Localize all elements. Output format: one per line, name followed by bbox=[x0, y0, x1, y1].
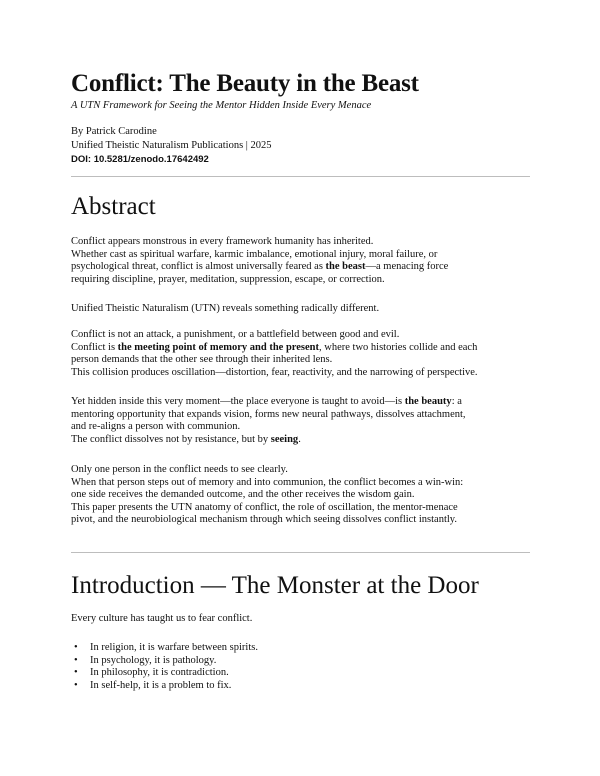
text-line: person demands that the other see through their inherited lens. bbox=[71, 354, 333, 366]
abstract-paragraph-3 bbox=[71, 329, 533, 379]
text-span: —a menacing force bbox=[365, 261, 449, 273]
text-line: one side receives the demanded outcome, and the other receives the wisdom gain. bbox=[71, 489, 415, 501]
list-item-text: In philosophy, it is contradiction. bbox=[90, 667, 229, 679]
list-item bbox=[71, 642, 258, 655]
doi-line: DOI: 10.5281/zenodo.17642492 bbox=[71, 154, 209, 165]
emphasis-seeing: seeing bbox=[270, 433, 299, 445]
introduction-bullet-list bbox=[71, 642, 258, 692]
text-span: Conflict is bbox=[71, 341, 118, 353]
text-line bbox=[71, 261, 533, 274]
text-line: pivot, and the neurobiological mechanism through which seeing dissolves conflict instantly. bbox=[71, 514, 457, 526]
text-line bbox=[71, 396, 533, 409]
text-span: Yet hidden inside this very moment—the place everyone is taught to avoid—is bbox=[71, 396, 405, 407]
abstract-heading: Abstract bbox=[71, 193, 156, 220]
list-item bbox=[71, 655, 258, 668]
bullet-icon: • bbox=[74, 667, 78, 679]
text-line bbox=[71, 434, 533, 447]
text-line: This paper presents the UTN anatomy of conflict, the role of oscillation, the mentor-menace bbox=[71, 501, 458, 513]
publisher-line: Unified Theistic Naturalism Publications | 2025 bbox=[71, 140, 272, 151]
divider-bottom bbox=[71, 552, 530, 553]
text-span: psychological threat, conflict is almost universally feared as bbox=[71, 261, 326, 273]
abstract-paragraph-4 bbox=[71, 396, 533, 446]
paper-title: Conflict: The Beauty in the Beast bbox=[71, 70, 419, 97]
abstract-paragraph-1 bbox=[71, 236, 533, 286]
list-item bbox=[71, 667, 258, 680]
introduction-heading: Introduction — The Monster at the Door bbox=[71, 572, 479, 599]
text-span: . bbox=[298, 433, 301, 445]
text-line bbox=[71, 342, 533, 355]
bullet-icon: • bbox=[74, 642, 78, 653]
text-line: Conflict is not an attack, a punishment, or a battlefield between good and evil. bbox=[71, 329, 400, 340]
text-line: and re-aligns a person with communion. bbox=[71, 421, 241, 433]
text-line: Conflict appears monstrous in every framework humanity has inherited. bbox=[71, 236, 374, 247]
text-line: Whether cast as spiritual warfare, karmic imbalance, emotional injury, moral failure, or bbox=[71, 248, 438, 260]
text-line: Every culture has taught us to fear conflict. bbox=[71, 613, 253, 624]
bullet-icon: • bbox=[74, 654, 78, 666]
list-item-text: In religion, it is warfare between spirits. bbox=[90, 642, 258, 653]
author-line: By Patrick Carodine bbox=[71, 126, 157, 137]
text-line: This collision produces oscillation—distortion, fear, reactivity, and the narrowing of perspective. bbox=[71, 366, 478, 378]
bullet-icon: • bbox=[74, 679, 78, 691]
emphasis-meeting-point: the meeting point of memory and the present bbox=[117, 341, 319, 353]
emphasis-the-beast: the beast bbox=[325, 261, 366, 273]
text-line: mentoring opportunity that expands vision, forms new neural pathways, dissolves attachment, bbox=[71, 408, 466, 420]
text-span: : a bbox=[451, 396, 462, 407]
list-item bbox=[71, 680, 258, 693]
text-line: Unified Theistic Naturalism (UTN) reveals something radically different. bbox=[71, 303, 380, 314]
text-span: The conflict dissolves not by resistance, but by bbox=[71, 433, 271, 445]
text-line: When that person steps out of memory and into communion, the conflict becomes a win-win: bbox=[71, 476, 464, 488]
byline bbox=[71, 125, 272, 167]
abstract-paragraph-5 bbox=[71, 464, 533, 527]
list-item-text: In psychology, it is pathology. bbox=[90, 654, 217, 666]
paper-subtitle: A UTN Framework for Seeing the Mentor Hidden Inside Every Menace bbox=[71, 100, 372, 111]
text-span: , where two histories collide and each bbox=[319, 341, 478, 353]
emphasis-the-beauty: the beauty bbox=[404, 396, 452, 407]
list-item-text: In self-help, it is a problem to fix. bbox=[90, 679, 232, 691]
text-line: Only one person in the conflict needs to see clearly. bbox=[71, 464, 288, 475]
abstract-paragraph-2 bbox=[71, 303, 533, 316]
introduction-lead bbox=[71, 613, 533, 626]
divider-top bbox=[71, 176, 530, 177]
text-line: requiring discipline, prayer, meditation, suppression, escape, or correction. bbox=[71, 273, 385, 285]
